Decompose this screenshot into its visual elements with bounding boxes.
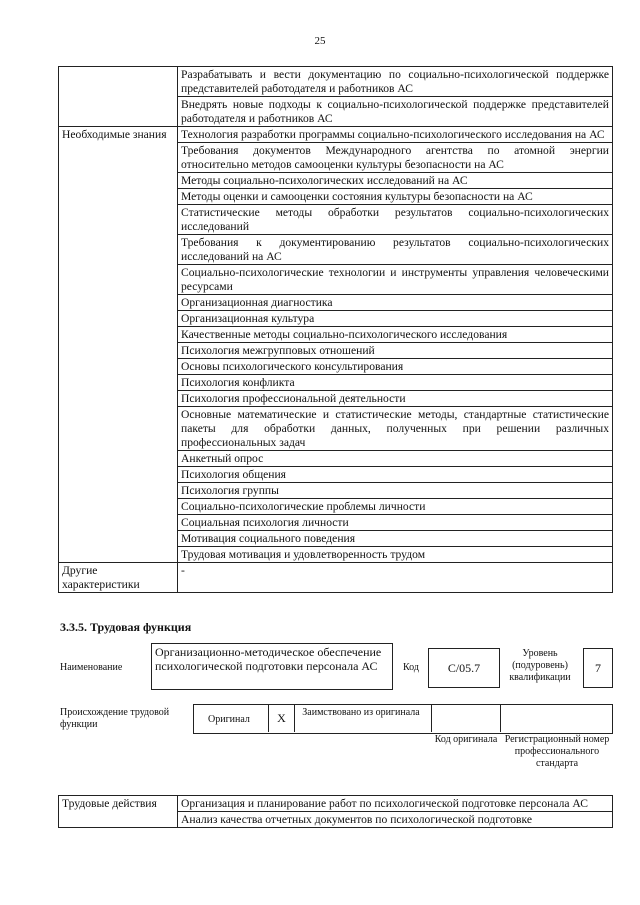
actions-label: Трудовые действия xyxy=(59,796,178,828)
row-text: Мотивация социального поведения xyxy=(178,531,613,547)
row-text: Методы оценки и самооценки состояния культуры безопасности на АС xyxy=(178,189,613,205)
original-mark: X xyxy=(277,711,286,725)
action-item: Организация и планирование работ по психологической подготовке персонала АС xyxy=(178,796,613,812)
row-text: Анкетный опрос xyxy=(178,451,613,467)
original-label: Оригинал xyxy=(208,714,250,725)
level-value: 7 xyxy=(595,661,601,675)
code-original-cell xyxy=(431,704,501,732)
row-text: - xyxy=(178,563,613,593)
row-text: Организационная культура xyxy=(178,311,613,327)
origin-label: Происхождение трудовой функции xyxy=(60,707,170,730)
row-text: Психология конфликта xyxy=(178,375,613,391)
table-row xyxy=(59,127,613,143)
row-text: Внедрять новые подходы к социально-психологической поддержке представителей работодателя и работников АС xyxy=(178,97,613,127)
row-text: Психология группы xyxy=(178,483,613,499)
table-row xyxy=(59,563,613,593)
page-number: 25 xyxy=(314,35,326,47)
row-label xyxy=(59,67,178,127)
name-box xyxy=(151,643,393,690)
row-text: Основные математические и статистические методы, стандартные статистические пакеты для обработки данных, полученных при решении различных профессиональных задач xyxy=(178,407,613,451)
row-text: Социально-психологические проблемы личности xyxy=(178,499,613,515)
borrowed-label: Заимствовано из оригинала xyxy=(302,707,420,718)
level-box xyxy=(583,648,613,688)
row-text: Трудовая мотивация и удовлетворенность трудом xyxy=(178,547,613,563)
row-text: Социально-психологические технологии и инструменты управления человеческими ресурсами xyxy=(178,265,613,295)
row-text: Организационная диагностика xyxy=(178,295,613,311)
table-row xyxy=(59,67,613,97)
row-label: Необходимые знания xyxy=(59,127,178,563)
table-row xyxy=(59,796,613,812)
row-text: Разрабатывать и вести документацию по социально-психологической поддержке представителей работодателя и работников АС xyxy=(178,67,613,97)
row-text: Требования к документированию результатов социально-психологических исследований на АС xyxy=(178,235,613,265)
actions-table xyxy=(58,795,613,828)
row-text: Психология общения xyxy=(178,467,613,483)
row-text: Методы социально-психологических исследований на АС xyxy=(178,173,613,189)
level-label: Уровень (подуровень) квалификации xyxy=(509,648,571,683)
code-label: Код xyxy=(403,662,419,673)
code-value: C/05.7 xyxy=(447,661,481,675)
name-label: Наименование xyxy=(60,662,123,673)
row-text: Основы психологического консультирования xyxy=(178,359,613,375)
row-text: Психология межгрупповых отношений xyxy=(178,343,613,359)
row-text: Технология разработки программы социально-психологического исследования на АС xyxy=(178,127,613,143)
action-item: Анализ качества отчетных документов по психологической подготовке xyxy=(178,812,613,828)
row-text: Социальная психология личности xyxy=(178,515,613,531)
code-box xyxy=(428,648,500,688)
name-value: Организационно-методическое обеспечение психологической подготовки персонала АС xyxy=(155,645,382,673)
row-text: Психология профессиональной деятельности xyxy=(178,391,613,407)
row-label: Другие характеристики xyxy=(59,563,178,593)
section-heading: 3.3.5. Трудовая функция xyxy=(60,620,192,634)
original-mark-cell xyxy=(268,704,295,732)
row-text: Качественные методы социально-психологического исследования xyxy=(178,327,613,343)
reg-number-caption: Регистрационный номер профессионального стандарта xyxy=(504,734,610,769)
knowledge-table xyxy=(58,66,613,593)
row-text: Требования документов Международного агентства по атомной энергии относительно методов самооценки культуры безопасности на АС xyxy=(178,143,613,173)
row-text: Статистические методы обработки результатов социально-психологических исследований xyxy=(178,205,613,235)
code-original-caption: Код оригинала xyxy=(434,734,498,745)
